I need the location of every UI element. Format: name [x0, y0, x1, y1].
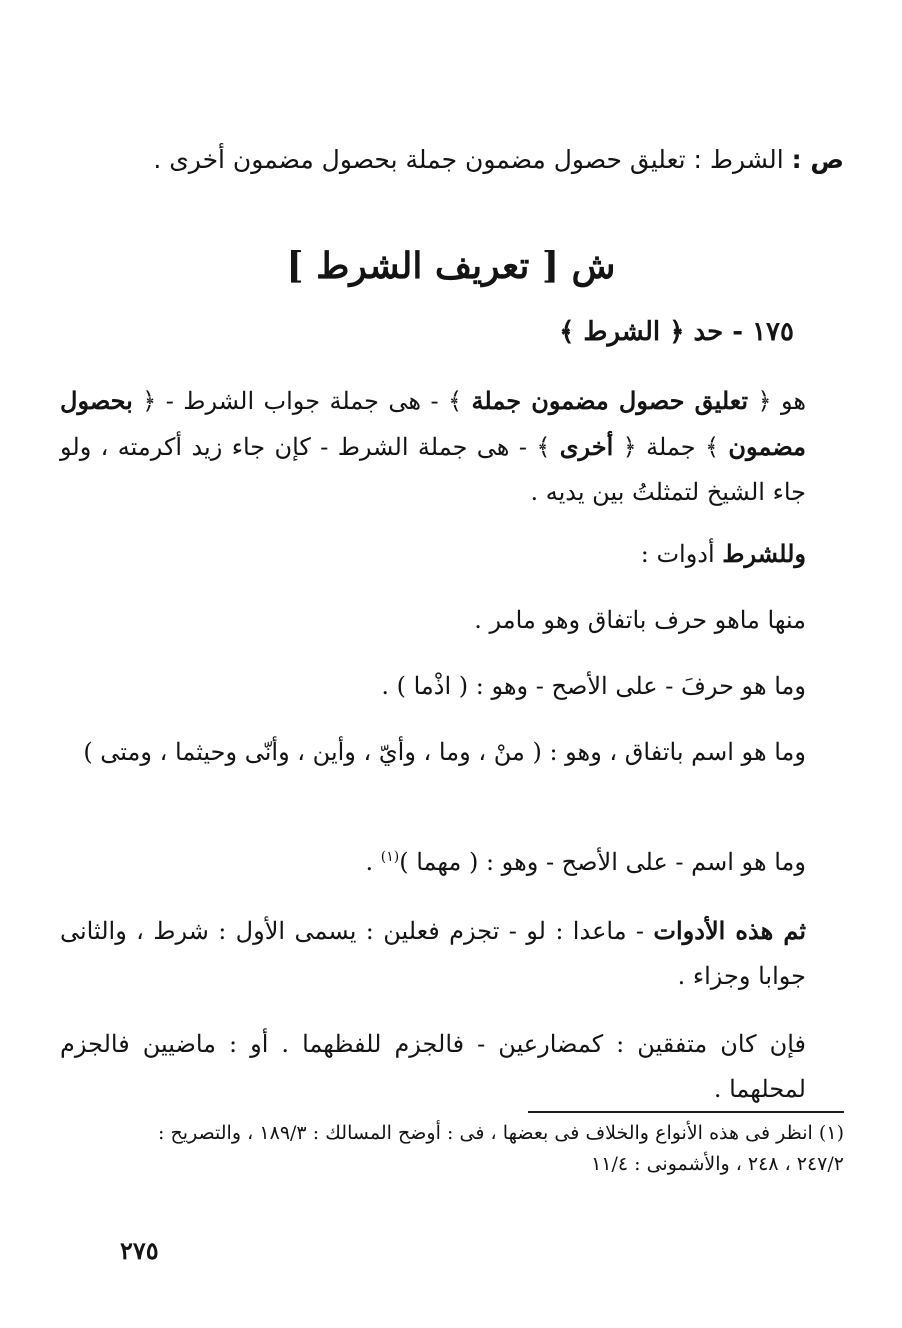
footnote-marker: (١): [380, 849, 400, 865]
subheading: ١٧٥ - حد ﴿ الشرط ﴾: [559, 317, 794, 347]
section-title: ش [ تعريف الشرط ]: [286, 245, 616, 287]
matn-label: ص :: [791, 145, 844, 174]
paragraph-definition: [60, 378, 806, 515]
para1-d: بحصول مضمون: [60, 386, 806, 461]
paragraph-tools: [62, 531, 806, 577]
para1-a: هو ﴿: [748, 387, 807, 415]
footnote: (١) انظر فى هذه الأنواع والخلاف فى بعضها ، فى : أوضح المسالك : ١٨٩/٣ ، والتصريح : ٢٤٧/٢ ، ٢٤٨ ، والأشمونى : ١١/٤: [158, 1122, 844, 1175]
para6-text: وما هو اسم - على الأصح - وهو : ( مهما ): [399, 848, 806, 876]
para1-b: تعليق حصول مضمون جملة: [471, 386, 749, 415]
paragraph-mahma: [62, 840, 806, 885]
para6-end: .: [365, 848, 381, 876]
paragraph-idhma: وما هو حرفَ - على الأصح - وهو : ( اذْما ) .: [381, 672, 806, 700]
para7-bold: ثم هذه الأدوات: [653, 916, 806, 945]
paragraph-ism: وما هو اسم باتفاق ، وهو : ( منْ ، وما ، وأيّ ، وأين ، وأنّى وحيثما ، ومتى ): [83, 738, 806, 766]
paragraph-harf: منها ماهو حرف باتفاق وهو مامر .: [474, 606, 806, 634]
paragraph-jazm: [60, 908, 806, 999]
para2-bold: وللشرط: [722, 539, 806, 568]
para1-e: ﴾ جملة ﴿: [613, 433, 729, 461]
page-number: ٢٧٥: [120, 1236, 159, 1265]
matn-body: الشرط : تعليق حصول مضمون جملة بحصول مضمون أخرى .: [153, 145, 784, 174]
para1-c: ﴾ - هى جملة جواب الشرط - ﴿: [132, 387, 472, 415]
para2-rest: أدوات :: [640, 540, 723, 568]
para7-rest: - ماعدا : لو - تجزم فعلين : يسمى الأول : شرط ، والثانى جوابا وجزاء .: [60, 917, 806, 990]
para1-f: أخرى: [559, 432, 614, 461]
paragraph-agreement: فإن كان متفقين : كمضارعين - فالجزم للفظهما . أو : ماضيين فالجزم لمحلهما .: [60, 1030, 806, 1103]
footnote-divider: [528, 1111, 844, 1113]
para1-g: ﴾ - هى جملة الشرط - كإن جاء زيد أكرمته ، ولو جاء الشيخ لتمثلتُ بين يديه .: [60, 433, 806, 506]
matn-text: [62, 136, 844, 184]
